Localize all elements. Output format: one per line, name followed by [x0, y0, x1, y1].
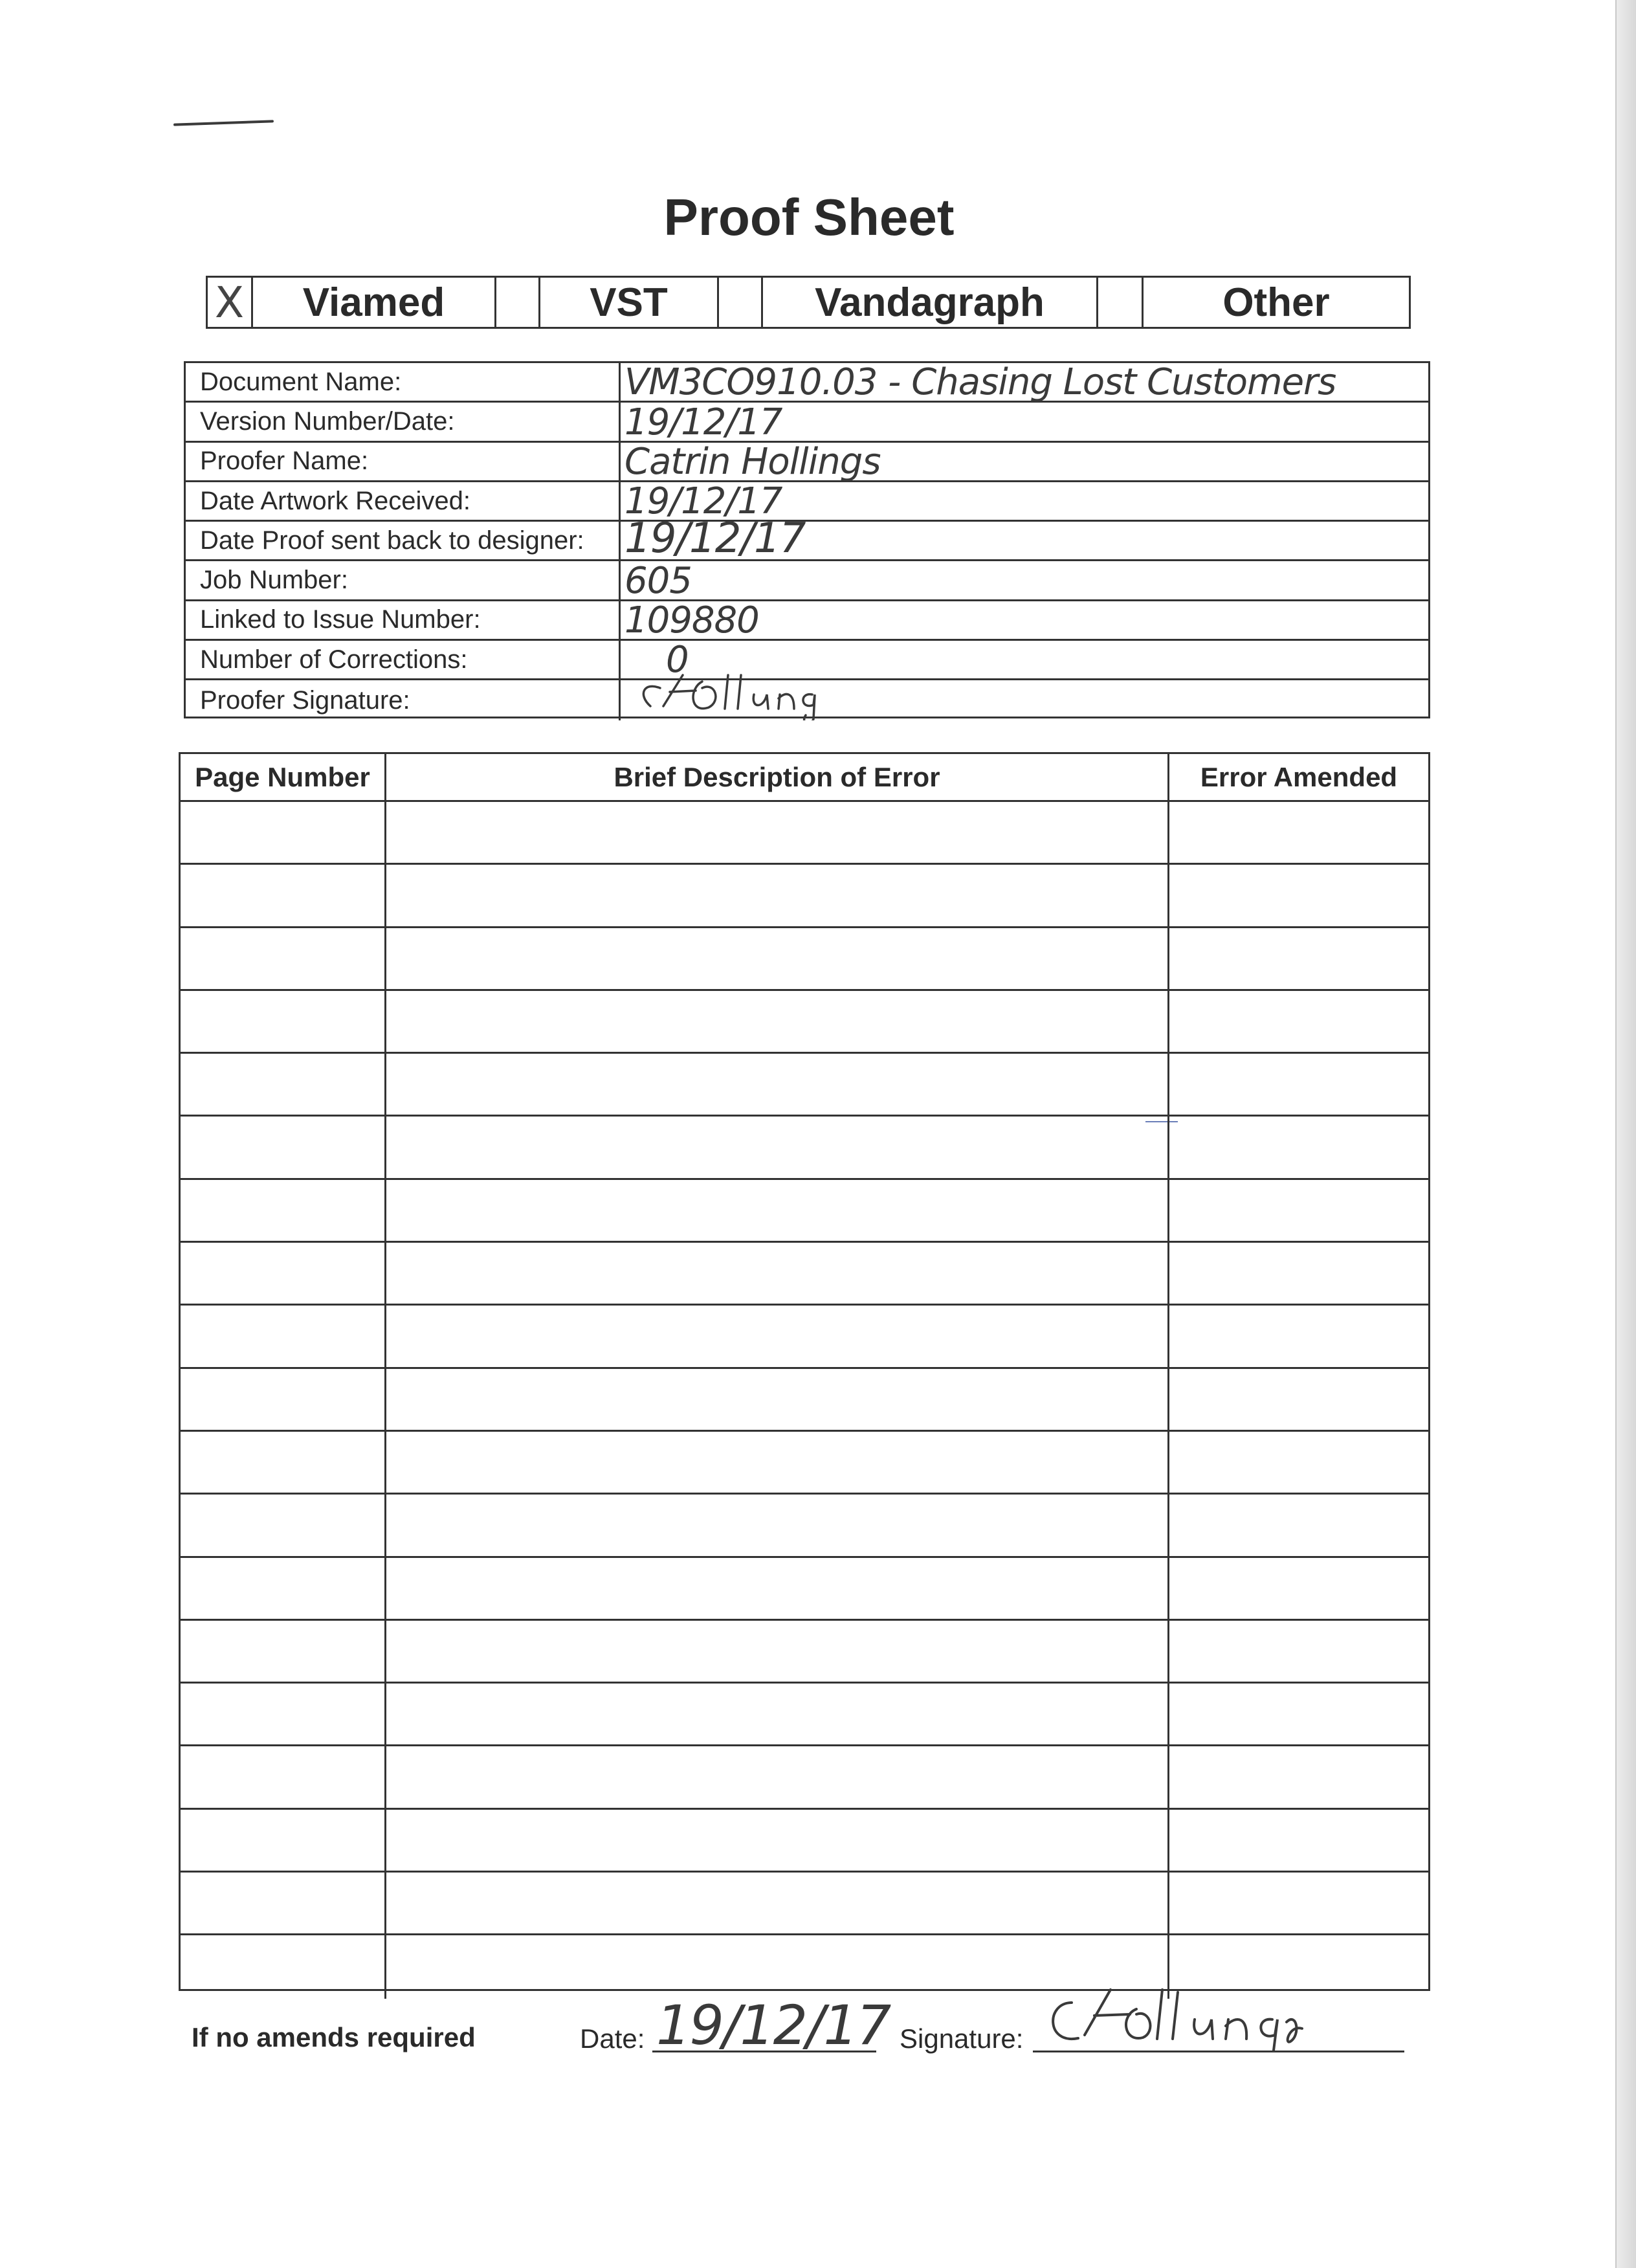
checkbox-viamed[interactable]: X: [208, 278, 253, 327]
page-number-cell[interactable]: [181, 1243, 386, 1304]
footer-signature-drawing: [1033, 1983, 1408, 2054]
table-row: [181, 1432, 1428, 1495]
field-label: Version Number/Date:: [186, 403, 621, 440]
company-label-vandagraph: Vandagraph: [763, 278, 1098, 327]
table-row: [181, 1621, 1428, 1684]
amended-cell[interactable]: [1169, 1873, 1428, 1933]
company-selector: [206, 276, 1411, 329]
page-number-cell[interactable]: [181, 1935, 386, 1998]
page-edge: [1615, 0, 1636, 2268]
amended-cell[interactable]: [1169, 1558, 1428, 1619]
amended-cell[interactable]: [1169, 1306, 1428, 1366]
checkbox-vst[interactable]: [496, 278, 540, 327]
column-header-description: Brief Description of Error: [386, 754, 1169, 800]
issue-number-field[interactable]: 109880: [625, 599, 759, 642]
page-number-cell[interactable]: [181, 1306, 386, 1366]
signature-drawing: [625, 669, 961, 720]
details-row-document-name: [186, 363, 1428, 403]
page-number-cell[interactable]: [181, 1054, 386, 1115]
amended-cell[interactable]: [1169, 1369, 1428, 1430]
table-row: [181, 1369, 1428, 1432]
page-number-cell[interactable]: [181, 928, 386, 989]
amended-cell[interactable]: [1169, 1117, 1428, 1177]
error-table-header: [181, 754, 1428, 802]
field-label: Proofer Name:: [186, 443, 621, 480]
description-cell[interactable]: [386, 991, 1169, 1052]
signature-label: Signature:: [900, 2023, 1024, 2054]
amended-cell[interactable]: [1169, 802, 1428, 863]
description-cell[interactable]: [386, 802, 1169, 863]
description-cell[interactable]: [386, 1621, 1169, 1682]
field-label: Date Artwork Received:: [186, 482, 621, 520]
amended-cell[interactable]: [1169, 1432, 1428, 1493]
page-number-cell[interactable]: [181, 1180, 386, 1241]
amended-cell[interactable]: [1169, 1054, 1428, 1115]
table-row: [181, 1180, 1428, 1243]
page-number-cell[interactable]: [181, 1621, 386, 1682]
details-row-artwork-received: [186, 482, 1428, 522]
company-label-viamed: Viamed: [253, 278, 496, 327]
description-cell[interactable]: [386, 1117, 1169, 1177]
description-cell[interactable]: [386, 865, 1169, 926]
table-row: [181, 865, 1428, 928]
page-title: Proof Sheet: [663, 188, 955, 246]
page-number-cell[interactable]: [181, 1746, 386, 1807]
document-name-field[interactable]: VM3CO910.03 - Chasing Lost Customers: [625, 361, 1336, 404]
field-label: Proofer Signature:: [186, 680, 621, 720]
field-label: Document Name:: [186, 363, 621, 401]
footer: [192, 1994, 1421, 2071]
description-cell[interactable]: [386, 1432, 1169, 1493]
description-cell[interactable]: [386, 1306, 1169, 1366]
description-cell[interactable]: [386, 1684, 1169, 1744]
amended-cell[interactable]: [1169, 928, 1428, 989]
amended-cell[interactable]: [1169, 865, 1428, 926]
page-number-cell[interactable]: [181, 1684, 386, 1744]
description-cell[interactable]: [386, 1495, 1169, 1555]
column-header-page-number: Page Number: [181, 754, 386, 800]
version-date-field[interactable]: 19/12/17: [625, 401, 782, 443]
page-number-cell[interactable]: [181, 865, 386, 926]
table-row: [181, 1746, 1428, 1809]
date-field[interactable]: 19/12/17: [656, 1994, 890, 2057]
description-cell[interactable]: [386, 1873, 1169, 1933]
description-cell[interactable]: [386, 1369, 1169, 1430]
page-number-cell[interactable]: [181, 1495, 386, 1555]
amended-cell[interactable]: [1169, 1621, 1428, 1682]
table-row: [181, 1684, 1428, 1746]
proofer-signature-field[interactable]: [621, 680, 1428, 720]
page-number-cell[interactable]: [181, 1558, 386, 1619]
amended-cell[interactable]: [1169, 1180, 1428, 1241]
page-number-cell[interactable]: [181, 991, 386, 1052]
page-number-cell[interactable]: [181, 802, 386, 863]
field-label: Date Proof sent back to designer:: [186, 522, 621, 559]
amended-cell[interactable]: [1169, 991, 1428, 1052]
table-row: [181, 802, 1428, 865]
amended-cell[interactable]: [1169, 1684, 1428, 1744]
description-cell[interactable]: [386, 1243, 1169, 1304]
no-amends-label: If no amends required: [192, 2022, 476, 2052]
description-cell[interactable]: [386, 1054, 1169, 1115]
company-label-other: Other: [1222, 280, 1330, 325]
job-number-field[interactable]: 605: [625, 559, 692, 602]
proofer-name-field[interactable]: Catrin Hollings: [625, 440, 881, 483]
details-row-proof-sent-back: [186, 515, 1428, 563]
table-row: [181, 1558, 1428, 1621]
table-row: [181, 1306, 1428, 1368]
table-row: [181, 1243, 1428, 1306]
details-row-proofer-signature: [186, 680, 1428, 720]
description-cell[interactable]: [386, 1810, 1169, 1871]
page-number-cell[interactable]: [181, 1873, 386, 1933]
table-row: [181, 1495, 1428, 1557]
field-label: Job Number:: [186, 561, 621, 599]
artwork-received-date-field[interactable]: 19/12/17: [625, 480, 782, 523]
date-label: Date:: [580, 2023, 645, 2054]
description-cell[interactable]: [386, 1180, 1169, 1241]
proof-sent-date-field[interactable]: 19/12/17: [625, 515, 806, 563]
details-row-issue-number: [186, 601, 1428, 641]
details-row-job-number: [186, 561, 1428, 601]
table-row: [181, 1054, 1428, 1117]
table-row: [181, 1117, 1428, 1179]
table-row: [181, 1810, 1428, 1873]
checkbox-vandagraph[interactable]: [719, 278, 763, 327]
table-row: [181, 991, 1428, 1054]
field-label: Linked to Issue Number:: [186, 601, 621, 639]
table-row: [181, 928, 1428, 991]
error-table: [179, 752, 1430, 1991]
page-number-cell[interactable]: [181, 1117, 386, 1177]
amended-cell[interactable]: [1169, 1810, 1428, 1871]
details-table: [184, 361, 1430, 718]
column-header-error-amended: Error Amended: [1200, 761, 1398, 792]
stray-pen-mark: [173, 120, 274, 126]
details-row-proofer-name: [186, 440, 1428, 483]
page-number-cell[interactable]: [181, 1432, 386, 1493]
description-cell[interactable]: [386, 928, 1169, 989]
amended-cell[interactable]: [1169, 1746, 1428, 1807]
field-label: Number of Corrections:: [186, 641, 621, 678]
page-number-cell[interactable]: [181, 1369, 386, 1430]
description-cell[interactable]: [386, 1746, 1169, 1807]
page-number-cell[interactable]: [181, 1810, 386, 1871]
table-row: [181, 1873, 1428, 1935]
corrections-count-field[interactable]: 0: [666, 639, 689, 682]
amended-cell[interactable]: [1169, 1495, 1428, 1555]
description-cell[interactable]: [386, 1558, 1169, 1619]
company-label-vst: VST: [540, 278, 719, 327]
amended-cell[interactable]: [1169, 1243, 1428, 1304]
details-row-version: [186, 403, 1428, 442]
checkbox-other[interactable]: [1098, 278, 1144, 327]
